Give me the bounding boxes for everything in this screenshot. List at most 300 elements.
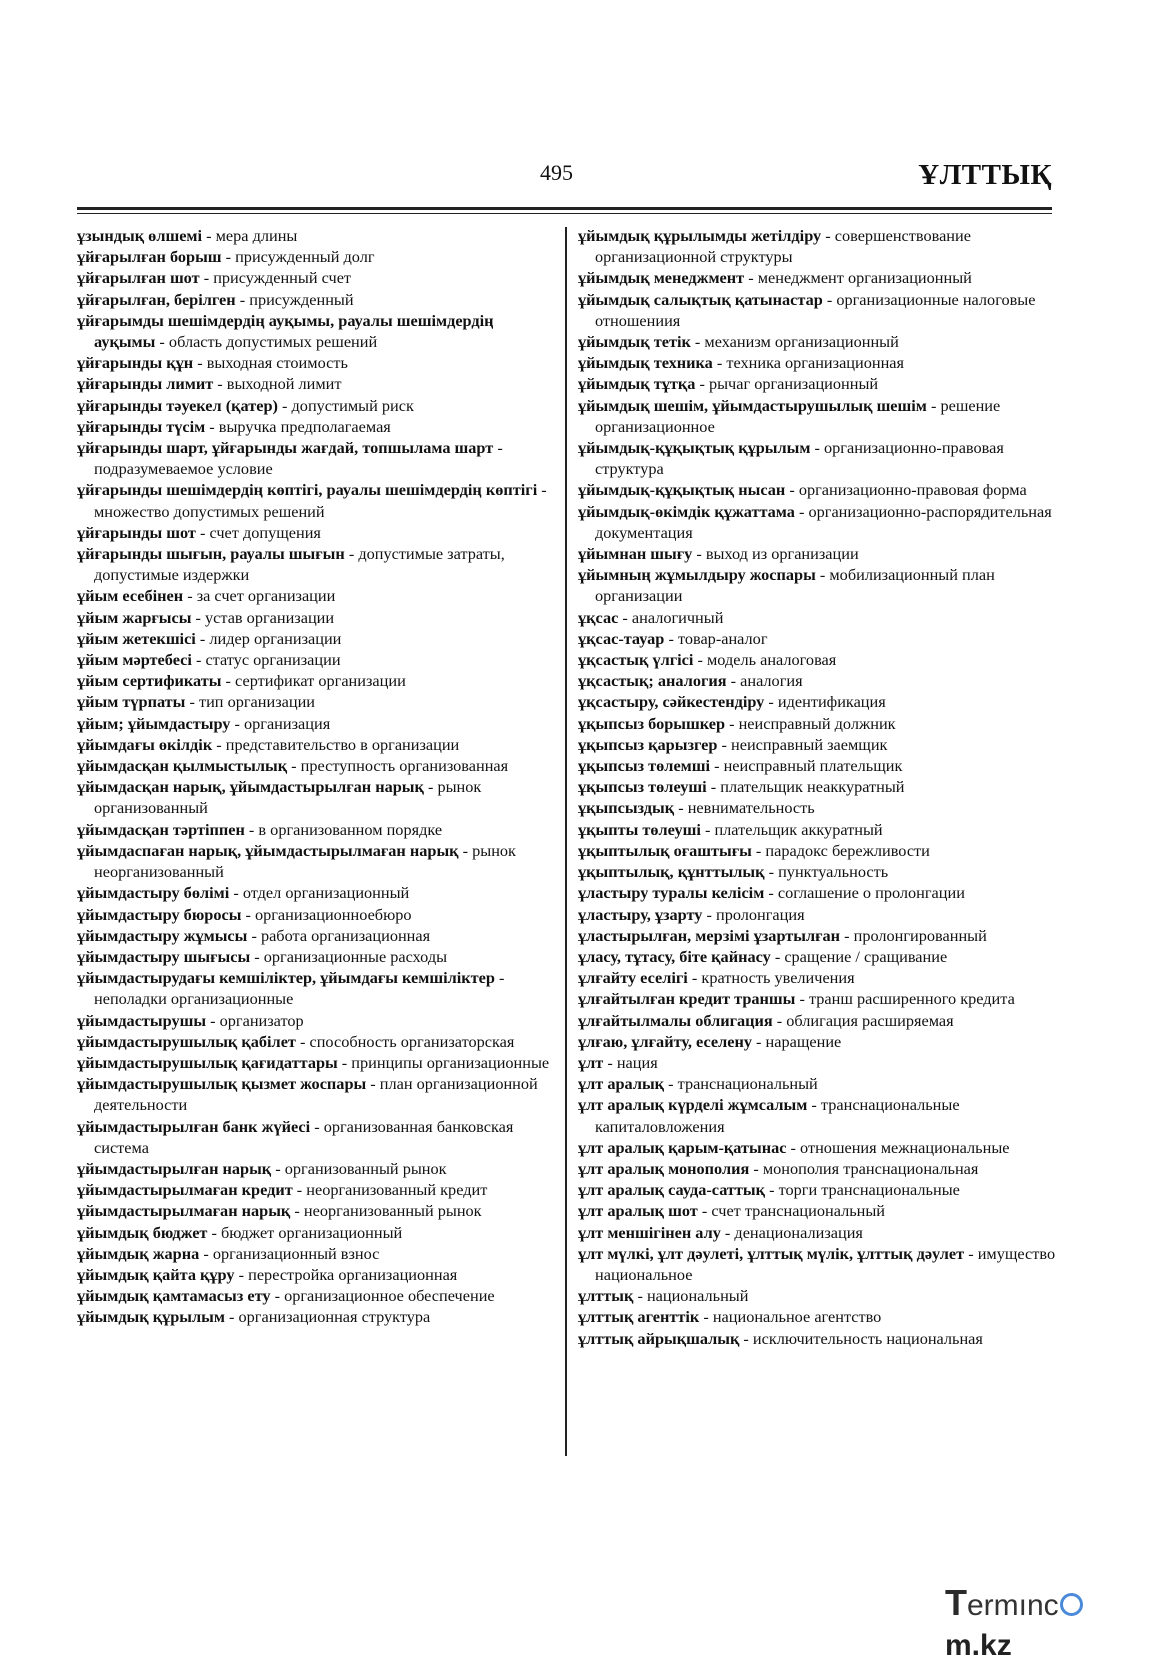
entry-separator: - bbox=[840, 925, 854, 945]
entry-definition: сертификат организации bbox=[235, 671, 406, 691]
glossary-entry bbox=[77, 649, 555, 670]
entry-definition: рынок организованный bbox=[94, 777, 482, 818]
glossary-entry bbox=[77, 819, 555, 840]
header-rule-thin bbox=[77, 213, 1052, 214]
entry-separator: - bbox=[690, 332, 705, 352]
entry-definition: национальное агентство bbox=[712, 1307, 882, 1327]
entry-separator: - bbox=[423, 777, 438, 797]
entry-definition: решение организационное bbox=[595, 395, 1001, 436]
logo-ring-icon bbox=[1060, 1593, 1083, 1616]
entry-term: ұйымдастырылған нарық bbox=[77, 1158, 272, 1178]
entry-definition: выручка предполагаемая bbox=[218, 416, 391, 436]
glossary-entry bbox=[77, 289, 555, 310]
entry-separator: - bbox=[764, 692, 778, 712]
entry-definition: бюджет организационный bbox=[221, 1222, 403, 1242]
glossary-entry bbox=[578, 755, 1056, 776]
glossary-entry bbox=[578, 734, 1056, 755]
entry-definition: аналогия bbox=[740, 671, 803, 691]
entry-term: ұлт аралық шот bbox=[578, 1201, 698, 1221]
glossary-entry bbox=[77, 1264, 555, 1285]
entry-separator: - bbox=[764, 862, 779, 882]
entry-separator: - bbox=[765, 1180, 779, 1200]
entry-term: ұлттық айрықшалық bbox=[578, 1328, 740, 1348]
entry-term: ұқыпсыз төлемші bbox=[578, 756, 711, 776]
entry-definition: за счет организации bbox=[196, 586, 336, 606]
entry-separator: - bbox=[458, 840, 473, 860]
glossary-entry bbox=[77, 1158, 555, 1179]
entry-definition: соглашение о пролонгации bbox=[777, 883, 965, 903]
glossary-entry bbox=[578, 225, 1056, 267]
glossary-entry bbox=[77, 882, 555, 903]
entry-term: ұйымдастырылмаған кредит bbox=[77, 1180, 293, 1200]
entry-definition: организационно-распорядительная документация bbox=[595, 501, 1052, 542]
entry-term: ұқсас-тауар bbox=[578, 628, 665, 648]
entry-separator: - bbox=[751, 840, 766, 860]
entry-term: ұқыпсыз қарызгер bbox=[578, 734, 718, 754]
glossary-entry bbox=[578, 946, 1056, 967]
entry-separator: - bbox=[807, 1095, 821, 1115]
entry-separator: - bbox=[337, 1052, 352, 1072]
entry-term: ұқыпсыз төлеуші bbox=[578, 777, 707, 797]
glossary-entry bbox=[578, 840, 1056, 861]
glossary-entry bbox=[77, 840, 555, 882]
entry-separator: - bbox=[749, 1158, 763, 1178]
entry-term: ұйым жарғысы bbox=[77, 607, 192, 627]
entry-definition: механизм организационный bbox=[704, 332, 899, 352]
entry-definition: план организационной деятельности bbox=[94, 1074, 538, 1115]
glossary-entry bbox=[578, 904, 1056, 925]
entry-term: ұлттық bbox=[578, 1286, 634, 1306]
glossary-entry bbox=[77, 628, 555, 649]
entry-term: ұйғарылған, берілген bbox=[77, 289, 236, 309]
entry-term: ұлғайтылған кредит траншы bbox=[578, 989, 796, 1009]
entry-definition: работа организационная bbox=[260, 925, 431, 945]
entry-term: ұлт аралық қарым-қатынас bbox=[578, 1137, 787, 1157]
entry-term: ұйымдастыру шығысы bbox=[77, 946, 251, 966]
entry-definition: выходной лимит bbox=[226, 374, 342, 394]
glossary-entry bbox=[77, 1073, 555, 1115]
column-divider bbox=[565, 227, 567, 1456]
entry-definition: представительство в организации bbox=[225, 734, 460, 754]
glossary-entry bbox=[578, 670, 1056, 691]
entry-definition: нация bbox=[616, 1052, 658, 1072]
entry-definition: в организованном порядке bbox=[258, 819, 443, 839]
entry-term: ұласу, тұтасу, бітe қайнасу bbox=[578, 946, 771, 966]
entry-definition: транснациональные капиталовложения bbox=[595, 1095, 960, 1136]
entry-term: ұйымдастырудағы кемшіліктер, ұйымдағы кемшіліктер bbox=[77, 968, 495, 988]
entry-definition: имущество национальное bbox=[595, 1243, 1056, 1284]
entry-term: ұластырылған, мерзімі ұзартылған bbox=[578, 925, 841, 945]
entry-definition: неорганизованный рынок bbox=[303, 1201, 482, 1221]
entry-separator: - bbox=[247, 925, 261, 945]
glossary-entry bbox=[578, 988, 1056, 1009]
glossary-entry bbox=[77, 776, 555, 818]
entry-definition: монополия транснациональная bbox=[762, 1158, 979, 1178]
entry-term: ұлт bbox=[578, 1052, 604, 1072]
glossary-entry bbox=[77, 479, 555, 521]
entry-term: ұйымдағы өкілдік bbox=[77, 734, 213, 754]
entry-term: ұқсастық; аналогия bbox=[578, 671, 727, 691]
glossary-entry bbox=[77, 607, 555, 628]
entry-separator: - bbox=[926, 395, 941, 415]
entry-term: ұйымдық шешім, ұйымдастырушылық шешім bbox=[578, 395, 927, 415]
glossary-entry bbox=[578, 1200, 1056, 1221]
entry-separator: - bbox=[815, 565, 830, 585]
entry-separator: - bbox=[706, 777, 721, 797]
entry-term: ұқсас bbox=[578, 607, 619, 627]
entry-separator: - bbox=[155, 332, 169, 352]
glossary-entry bbox=[578, 713, 1056, 734]
entry-term: ұйымдық қамтамасыз ету bbox=[77, 1286, 271, 1306]
entry-term: ұлттық агенттік bbox=[578, 1307, 700, 1327]
entry-term: ұйымдастыру жұмысы bbox=[77, 925, 248, 945]
entry-definition: мобилизационный план организации bbox=[595, 565, 995, 606]
entry-definition: облигация расширяемая bbox=[786, 1010, 954, 1030]
entry-separator: - bbox=[810, 438, 825, 458]
entry-separator: - bbox=[794, 501, 809, 521]
entry-term: ұлғаю, ұлғайту, еселену bbox=[578, 1031, 752, 1051]
page-number: 495 bbox=[540, 160, 573, 185]
entry-definition: исключительность национальная bbox=[752, 1328, 983, 1348]
glossary-entry bbox=[578, 776, 1056, 797]
entry-term: ұйғарылған борыш bbox=[77, 247, 222, 267]
entry-term: ұйғарынды лимит bbox=[77, 374, 214, 394]
entry-term: ұзындық өлшемі bbox=[77, 226, 203, 245]
entry-definition: модель аналоговая bbox=[706, 650, 837, 670]
entry-definition: пунктуальность bbox=[778, 862, 889, 882]
entry-separator: - bbox=[366, 1074, 380, 1094]
entry-separator: - bbox=[785, 480, 799, 500]
entry-definition: организационно-правовая структура bbox=[595, 438, 1004, 479]
entry-definition: неорганизованный кредит bbox=[306, 1180, 488, 1200]
entry-term: ұйғарымды шешімдердің ауқымы, рауалы шешімдердің ауқымы bbox=[77, 310, 494, 352]
entry-separator: - bbox=[692, 544, 706, 564]
entry-separator: - bbox=[277, 395, 292, 415]
entry-separator: - bbox=[717, 734, 732, 754]
glossary-entry bbox=[77, 946, 555, 967]
glossary-entry bbox=[77, 352, 555, 373]
entry-term: ұйғарынды шығын, рауалы шығын bbox=[77, 544, 345, 564]
entry-term: ұйымдасқан тәртіппен bbox=[77, 819, 245, 839]
entry-term: ұйғарынды шот bbox=[77, 522, 196, 542]
entry-definition: присужденный долг bbox=[235, 247, 375, 267]
entry-definition: парадокс бережливости bbox=[765, 840, 930, 860]
entry-definition: рычаг организационный bbox=[708, 374, 879, 394]
entry-separator: - bbox=[712, 353, 727, 373]
entry-term: ұйымдастырушылық қабілет bbox=[77, 1031, 296, 1051]
entry-term: ұқыпсыз борышкер bbox=[578, 713, 725, 733]
entry-definition: транш расширенного кредита bbox=[808, 989, 1015, 1009]
entry-separator: - bbox=[725, 713, 739, 733]
glossary-entry bbox=[578, 373, 1056, 394]
glossary-entry bbox=[578, 501, 1056, 543]
logo-domain: m.kz bbox=[945, 1629, 1012, 1662]
entry-separator: - bbox=[230, 713, 244, 733]
glossary-entry bbox=[578, 564, 1056, 606]
entry-separator: - bbox=[687, 968, 702, 988]
entry-definition: принципы организационные bbox=[351, 1052, 550, 1072]
entry-definition: транснациональный bbox=[677, 1074, 818, 1094]
entry-definition: техника организационная bbox=[726, 353, 905, 373]
entry-definition: организационное обеспечение bbox=[284, 1286, 495, 1306]
entry-definition: перестройка организационная bbox=[248, 1264, 458, 1284]
entry-definition: национальный bbox=[646, 1286, 749, 1306]
entry-definition: статус организации bbox=[205, 650, 341, 670]
entry-separator: - bbox=[250, 946, 264, 966]
glossary-entry bbox=[77, 585, 555, 606]
entry-separator: - bbox=[270, 1286, 285, 1306]
entry-term: ұқыптылық, құнттылық bbox=[578, 862, 765, 882]
entry-definition: устав организации bbox=[205, 607, 335, 627]
entry-term: ұйым жетекшісі bbox=[77, 628, 196, 648]
entry-term: ұйымдық құрылымды жетілдіру bbox=[578, 226, 822, 245]
entry-definition: выходная стоимость bbox=[206, 353, 348, 373]
glossary-entry bbox=[77, 1200, 555, 1221]
entry-definition: организационный взнос bbox=[212, 1243, 380, 1263]
entry-term: ұйғарынды құн bbox=[77, 353, 194, 373]
entry-definition: выход из организации bbox=[705, 544, 859, 564]
entry-term: ұйымдаспаған нарық, ұйымдастырылмаған нарық bbox=[77, 840, 459, 860]
glossary-entry bbox=[77, 670, 555, 691]
entry-term: ұйым мәртебесі bbox=[77, 650, 192, 670]
entry-definition: организатор bbox=[219, 1010, 304, 1030]
entry-definition: плательщик аккуратный bbox=[714, 819, 883, 839]
glossary-entry bbox=[77, 713, 555, 734]
entry-term: ұйымдық техника bbox=[578, 353, 713, 373]
entry-separator: - bbox=[191, 607, 206, 627]
glossary-entry bbox=[77, 267, 555, 288]
glossary-entry bbox=[578, 543, 1056, 564]
entry-separator: - bbox=[603, 1052, 617, 1072]
entry-definition: область допустимых решений bbox=[168, 332, 378, 352]
entry-separator: - bbox=[633, 1286, 647, 1306]
entry-term: ұлт аралық bbox=[578, 1074, 665, 1094]
entry-separator: - bbox=[195, 522, 210, 542]
entry-term: ұйымдастырушылық қызмет жоспары bbox=[77, 1074, 367, 1094]
entry-separator: - bbox=[726, 671, 741, 691]
entry-separator: - bbox=[710, 756, 724, 776]
entry-term: ұлғайту еселігі bbox=[578, 968, 688, 988]
entry-term: ұқсастық үлгісі bbox=[578, 650, 694, 670]
glossary-entry bbox=[578, 861, 1056, 882]
entry-separator: - bbox=[193, 353, 207, 373]
entry-separator: - bbox=[700, 819, 715, 839]
entry-term: ұйым сертификаты bbox=[77, 671, 222, 691]
entry-definition: наращение bbox=[765, 1031, 842, 1051]
entry-definition: организация bbox=[244, 713, 331, 733]
entry-definition: рынок неорганизованный bbox=[94, 840, 516, 882]
glossary-entry bbox=[77, 1116, 555, 1158]
entry-separator: - bbox=[674, 798, 688, 818]
entry-definition: допустимые затраты, допустимые издержки bbox=[94, 544, 505, 585]
entry-term: ұйымдастыру бюросы bbox=[77, 904, 242, 924]
entry-term: ұйымдық-құқықтық нысан bbox=[578, 480, 786, 500]
glossary-entry bbox=[77, 225, 555, 246]
running-head: ҰЛТТЫҚ bbox=[918, 159, 1052, 191]
glossary-entry bbox=[578, 628, 1056, 649]
entry-definition: кратность увеличения bbox=[701, 968, 855, 988]
entry-separator: - bbox=[290, 1201, 304, 1221]
entry-term: ұлт аралық күрделі жұмсалым bbox=[578, 1095, 808, 1115]
glossary-entry bbox=[578, 1073, 1056, 1094]
glossary-entry bbox=[77, 522, 555, 543]
entry-separator: - bbox=[185, 692, 199, 712]
entry-separator: - bbox=[739, 1328, 753, 1348]
glossary-entry bbox=[77, 1306, 555, 1327]
glossary-entry bbox=[578, 1328, 1056, 1349]
entry-separator: - bbox=[770, 946, 785, 966]
entry-separator: - bbox=[751, 1031, 766, 1051]
glossary-entry bbox=[578, 331, 1056, 352]
glossary-entry bbox=[578, 967, 1056, 988]
entry-term: ұйымдастырылмаған нарық bbox=[77, 1201, 291, 1221]
logo-text: ermınc bbox=[967, 1589, 1059, 1622]
entry-term: ұйғарынды түсім bbox=[77, 416, 206, 436]
entry-definition: неисправный должник bbox=[738, 713, 896, 733]
glossary-entry bbox=[578, 691, 1056, 712]
entry-term: ұйымдық қайта құру bbox=[77, 1264, 235, 1284]
entry-term: ұйымның жұмылдыру жоспары bbox=[578, 565, 816, 585]
entry-definition: отдел организационный bbox=[242, 883, 410, 903]
entry-definition: денационализация bbox=[734, 1222, 863, 1242]
entry-separator: - bbox=[287, 756, 301, 776]
entry-separator: - bbox=[795, 989, 809, 1009]
entry-definition: организационные расходы bbox=[263, 946, 448, 966]
glossary-entry bbox=[578, 1031, 1056, 1052]
entry-separator: - bbox=[664, 628, 678, 648]
entry-separator: - bbox=[310, 1116, 324, 1136]
entry-term: ұйымдасқан қылмыстылық bbox=[77, 756, 288, 776]
entry-definition: товар-аналог bbox=[677, 628, 768, 648]
glossary-entry bbox=[578, 649, 1056, 670]
entry-separator: - bbox=[786, 1137, 801, 1157]
entry-definition: аналогичный bbox=[631, 607, 724, 627]
entry-term: ұйымдық бюджет bbox=[77, 1222, 208, 1242]
entry-separator: - bbox=[241, 904, 255, 924]
glossary-entry bbox=[77, 1010, 555, 1031]
entry-term: ұлт мүлкі, ұлт дәулеті, ұлттық мүлік, ұлттық дәулет bbox=[578, 1243, 965, 1263]
glossary-entry bbox=[578, 1179, 1056, 1200]
left-column bbox=[77, 225, 555, 1328]
glossary-entry bbox=[578, 797, 1056, 818]
entry-term: ұлт меншігінен алу bbox=[578, 1222, 721, 1242]
entry-separator: - bbox=[199, 1243, 213, 1263]
glossary-entry bbox=[77, 734, 555, 755]
entry-separator: - bbox=[205, 416, 219, 436]
entry-definition: допустимый риск bbox=[291, 395, 414, 415]
entry-separator: - bbox=[221, 247, 236, 267]
entry-definition: подразумеваемое условие bbox=[94, 459, 273, 479]
glossary-entry bbox=[578, 1010, 1056, 1031]
entry-term: ұйым; ұйымдастыру bbox=[77, 713, 231, 733]
entry-term: ұйымдастыру бөлімі bbox=[77, 883, 230, 903]
entry-term: ұйғарылған шот bbox=[77, 268, 200, 288]
entry-term: ұйымдық тұтқа bbox=[578, 374, 696, 394]
entry-definition: тип организации bbox=[198, 692, 315, 712]
entry-separator: - bbox=[212, 734, 226, 754]
entry-separator: - bbox=[494, 968, 505, 988]
entry-term: ұйымдық менеджмент bbox=[578, 268, 745, 288]
entry-term: ұйымдастырушылық қағидаттары bbox=[77, 1052, 338, 1072]
entry-term: ұқыпсыздық bbox=[578, 798, 675, 818]
header-rule-thick bbox=[77, 207, 1052, 210]
entry-term: ұйымдасқан нарық, ұйымдастырылған нарық bbox=[77, 777, 424, 797]
entry-definition: способность организаторская bbox=[309, 1031, 515, 1051]
glossary-entry bbox=[578, 1158, 1056, 1179]
entry-separator: - bbox=[720, 1222, 735, 1242]
glossary-entry bbox=[77, 246, 555, 267]
entry-separator: - bbox=[292, 1180, 307, 1200]
entry-term: ұйымдық құрылым bbox=[77, 1307, 225, 1327]
entry-separator: - bbox=[206, 1010, 220, 1030]
glossary-entry bbox=[77, 691, 555, 712]
entry-term: ұйымдық жарна bbox=[77, 1243, 200, 1263]
entry-separator: - bbox=[344, 544, 359, 564]
entry-definition: мера длины bbox=[215, 226, 298, 245]
glossary-entry bbox=[77, 1179, 555, 1200]
entry-separator: - bbox=[744, 268, 758, 288]
glossary-entry bbox=[578, 289, 1056, 331]
entry-definition: невнимательность bbox=[687, 798, 815, 818]
glossary-entry bbox=[578, 1306, 1056, 1327]
entry-definition: множество допустимых решений bbox=[94, 501, 325, 521]
glossary-entry bbox=[578, 882, 1056, 903]
entry-separator: - bbox=[213, 374, 227, 394]
entry-definition: сращение / сращивание bbox=[784, 946, 948, 966]
glossary-entry bbox=[578, 437, 1056, 479]
entry-separator: - bbox=[537, 480, 547, 500]
entry-term: ұлт аралық монополия bbox=[578, 1158, 750, 1178]
glossary-entry bbox=[77, 416, 555, 437]
glossary-entry bbox=[77, 1222, 555, 1243]
entry-term: ұқыптылық оғаштығы bbox=[578, 840, 752, 860]
entry-separator: - bbox=[695, 374, 709, 394]
glossary-entry bbox=[578, 267, 1056, 288]
glossary-entry bbox=[77, 755, 555, 776]
entry-definition: организационные налоговые отношениия bbox=[595, 289, 1036, 330]
entry-separator: - bbox=[221, 671, 236, 691]
entry-term: ұйым есебінен bbox=[77, 586, 184, 606]
entry-definition: лидер организации bbox=[209, 628, 342, 648]
glossary-entry bbox=[77, 904, 555, 925]
entry-definition: менеджмент организационный bbox=[757, 268, 972, 288]
entry-term: ұйғарынды шешімдердің көптігі, рауалы шешімдердің көптігі bbox=[77, 480, 538, 500]
glossary-entry bbox=[77, 437, 555, 479]
glossary-entry bbox=[77, 373, 555, 394]
entry-definition: пролонгация bbox=[716, 904, 805, 924]
glossary-entry bbox=[77, 925, 555, 946]
glossary-entry bbox=[77, 1052, 555, 1073]
entry-separator: - bbox=[183, 586, 197, 606]
entry-definition: неполадки организационные bbox=[94, 989, 294, 1009]
entry-separator: - bbox=[295, 1031, 310, 1051]
glossary-entry bbox=[578, 925, 1056, 946]
entry-separator: - bbox=[191, 650, 206, 670]
entry-definition: организованный рынок bbox=[284, 1158, 447, 1178]
glossary-entry bbox=[578, 1243, 1056, 1285]
entry-separator: - bbox=[235, 289, 250, 309]
entry-separator: - bbox=[664, 1074, 678, 1094]
termincom-logo bbox=[945, 1582, 1150, 1662]
entry-term: ұқыпты төлеуші bbox=[578, 819, 701, 839]
entry-term: ұлт аралық сауда-саттық bbox=[578, 1180, 766, 1200]
glossary-entry bbox=[578, 352, 1056, 373]
entry-term: ұластыру, ұзарту bbox=[578, 904, 703, 924]
entry-separator: - bbox=[772, 1010, 787, 1030]
glossary-entry bbox=[77, 1031, 555, 1052]
right-column bbox=[578, 225, 1056, 1349]
entry-term: ұйымдық тетік bbox=[578, 332, 691, 352]
